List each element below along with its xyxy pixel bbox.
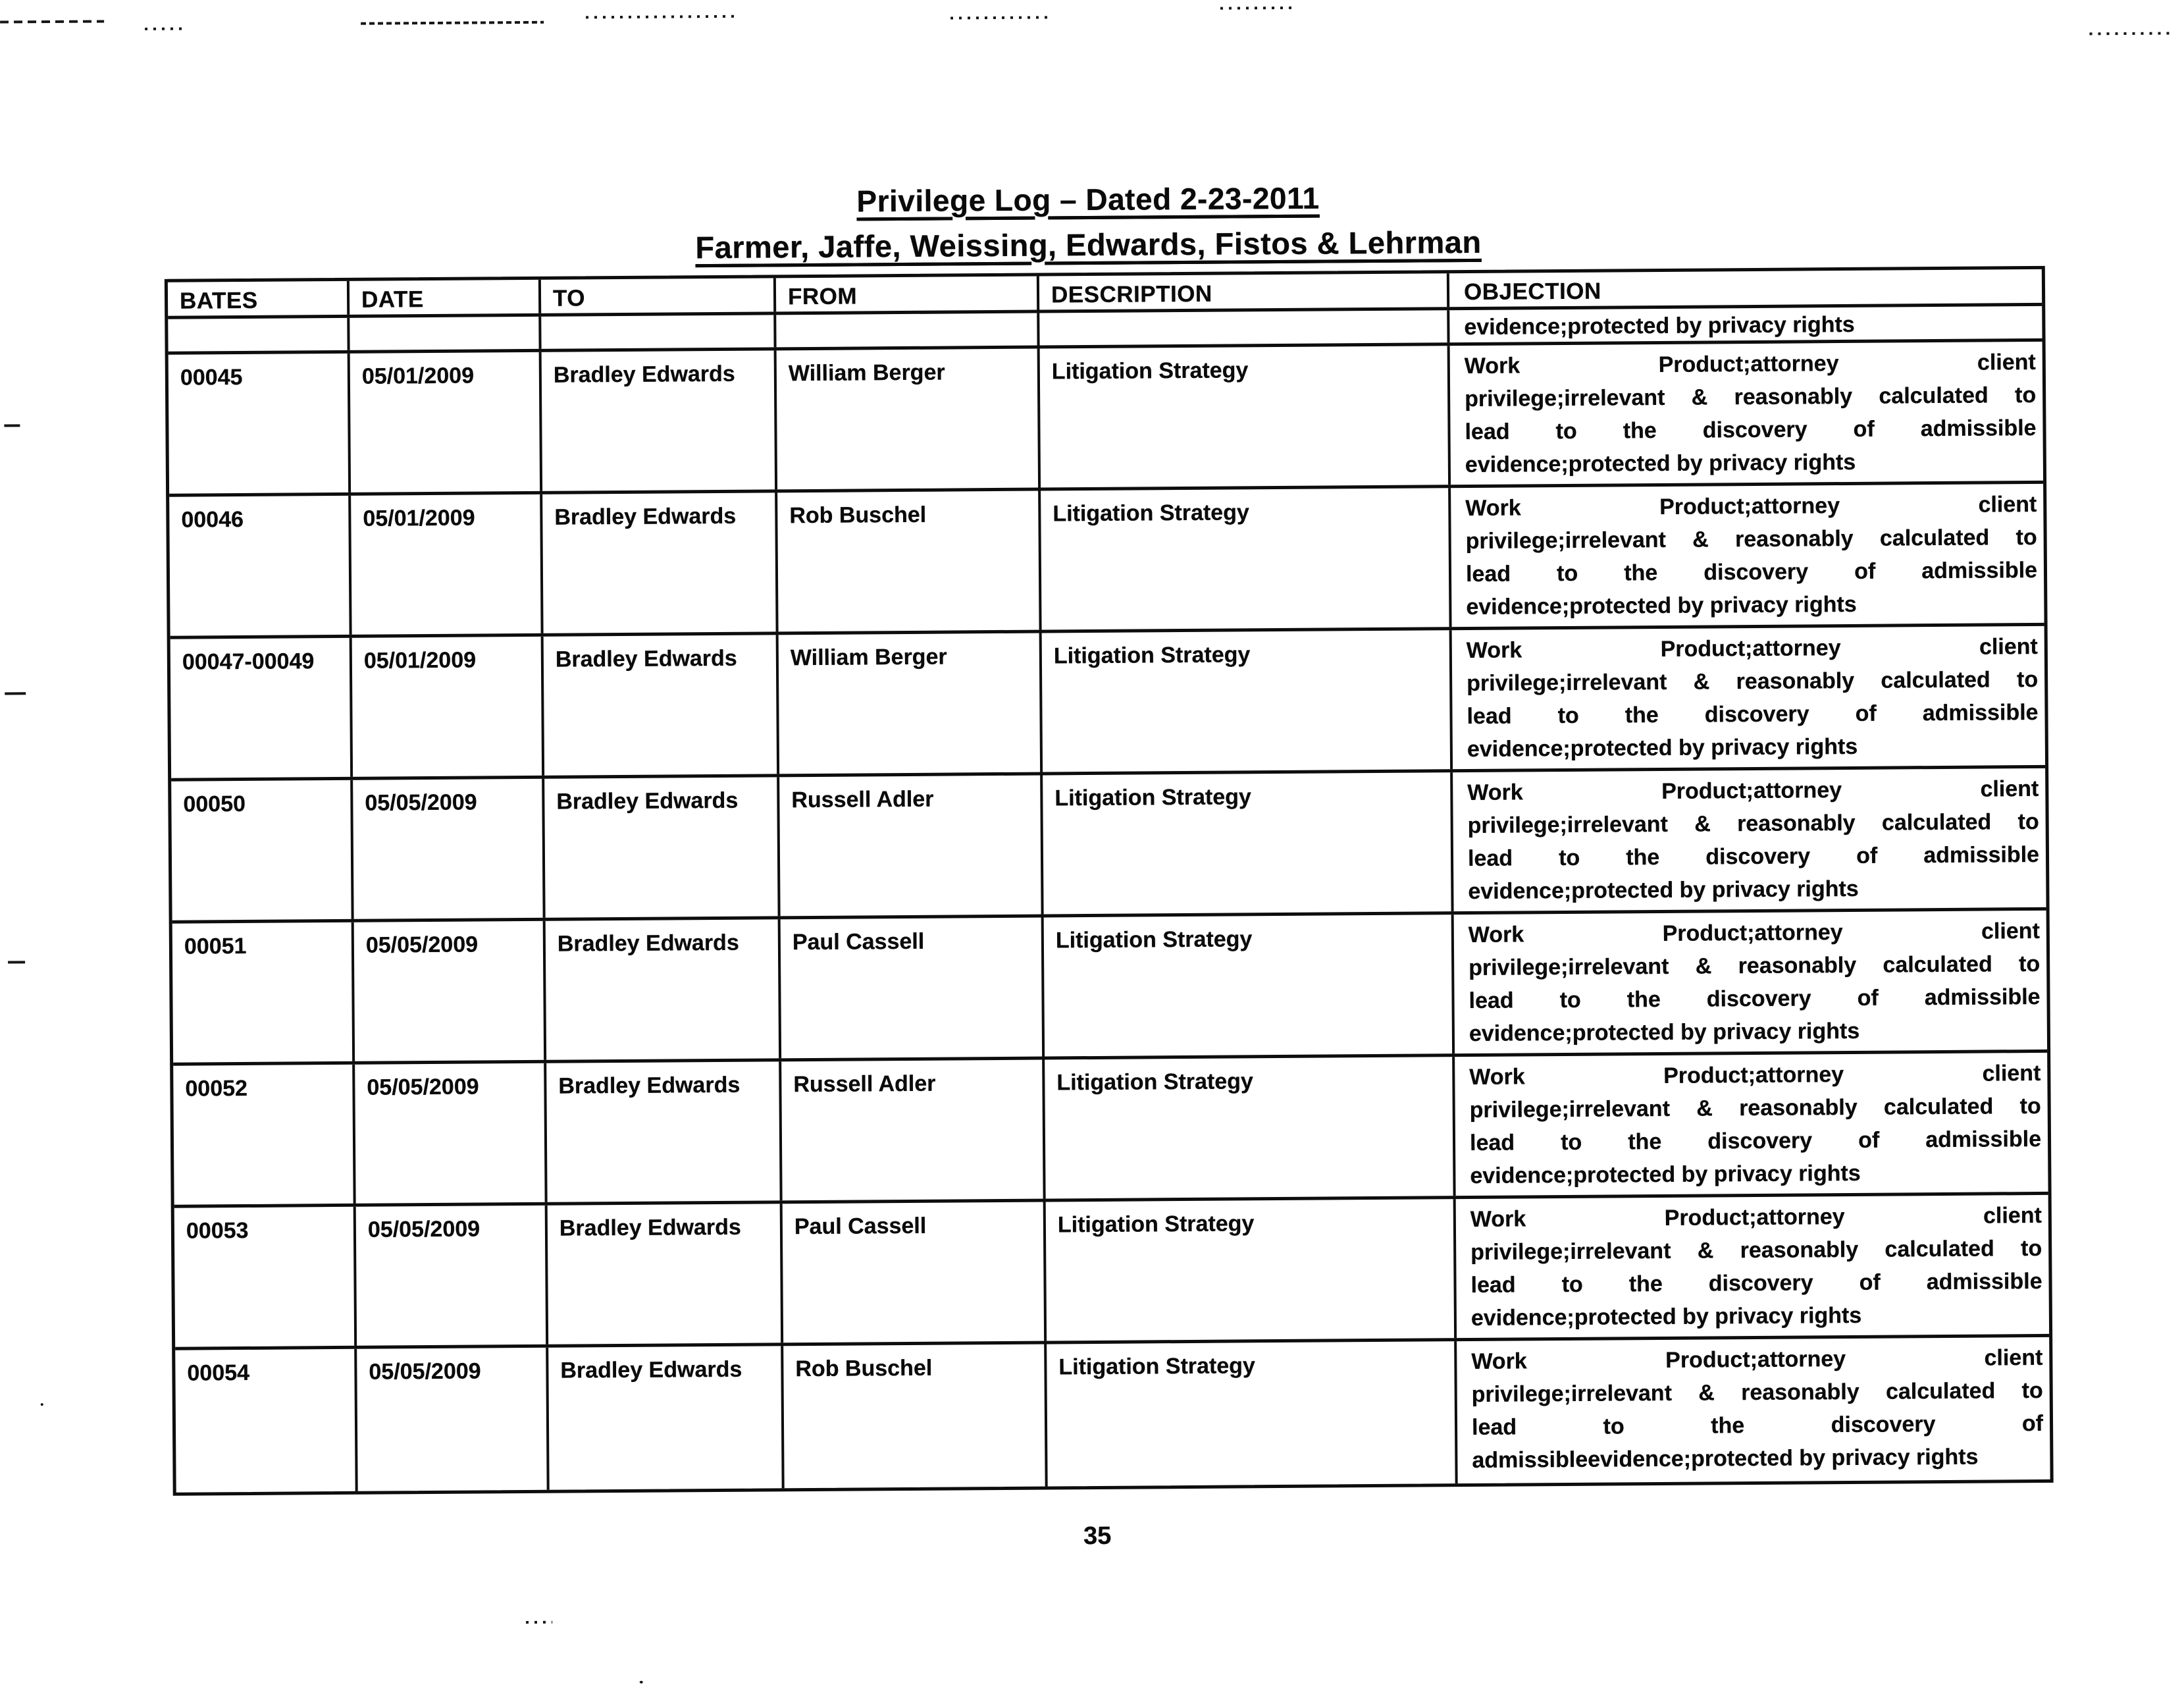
cell-from: Rob Buschel <box>777 491 1041 632</box>
page-subtitle <box>0 219 2181 271</box>
cell-bates: 00046 <box>169 496 351 636</box>
scan-noise-mark <box>5 692 26 695</box>
scan-noise-mark <box>2089 32 2173 36</box>
objection-line: lead to the discovery of admissible <box>1467 841 2040 872</box>
cell-bates <box>168 318 350 352</box>
scan-noise-mark <box>361 21 544 25</box>
objection-line: privilege;irrelevant & reasonably calculated to <box>1467 809 2039 839</box>
objection-line: Work Product;attorney client <box>1468 918 2040 948</box>
cell-date: 05/05/2009 <box>357 1348 550 1491</box>
cell-bates: 00050 <box>171 780 353 920</box>
cell-to: Bradley Edwards <box>548 1204 783 1344</box>
cell-date: 05/01/2009 <box>350 352 542 492</box>
scan-noise <box>0 0 2179 8</box>
objection-line: evidence;protected by privacy rights <box>1464 311 1855 340</box>
objection-line: privilege;irrelevant & reasonably calculated to <box>1467 666 2039 697</box>
cell-to: Bradley Edwards <box>548 1346 784 1489</box>
scan-noise-mark <box>4 424 20 427</box>
scan-noise-mark <box>8 961 25 963</box>
header-to: TO <box>541 278 776 313</box>
objection-line: evidence;protected by privacy rights <box>1470 1302 1862 1331</box>
cell-description <box>1039 310 1449 345</box>
cell-description: Litigation Strategy <box>1041 488 1451 629</box>
cell-from <box>776 313 1039 348</box>
cell-objection <box>1455 1053 2052 1196</box>
table-row <box>175 1337 2050 1493</box>
objection-line: privilege;irrelevant & reasonably calculated to <box>1471 1377 2043 1407</box>
objection-line: privilege;irrelevant & reasonably calculated to <box>1470 1235 2042 1265</box>
objection-line: evidence;protected by privacy rights <box>1466 591 1857 620</box>
objection-line: lead to the discovery of admissible <box>1470 1268 2042 1298</box>
cell-date: 05/05/2009 <box>354 921 546 1061</box>
page-title-text: Privilege Log – Dated 2-23-2011 <box>856 180 1320 219</box>
objection-line: lead to the discovery of admissible <box>1465 415 2037 445</box>
cell-to: Bradley Edwards <box>542 350 777 491</box>
cell-objection <box>1456 1195 2053 1338</box>
objection-line: privilege;irrelevant & reasonably calculated to <box>1469 951 2041 981</box>
objection-line: lead to the discovery of admissible <box>1469 1126 2042 1156</box>
scan-noise-mark <box>41 1403 43 1406</box>
privilege-log-table <box>165 266 2054 1496</box>
cell-bates: 00052 <box>173 1065 355 1205</box>
cell-to: Bradley Edwards <box>544 635 779 775</box>
cell-date: 05/05/2009 <box>355 1063 547 1204</box>
cell-description: Litigation Strategy <box>1047 1341 1457 1486</box>
cell-to: Bradley Edwards <box>546 1061 782 1202</box>
cell-description: Litigation Strategy <box>1046 1199 1457 1341</box>
objection-line: evidence;protected by privacy rights <box>1469 1018 1860 1047</box>
objection-line: Work Product;attorney client <box>1467 776 2039 806</box>
objection-line: evidence;protected by privacy rights <box>1467 733 1858 762</box>
scan-noise-mark <box>1220 7 1291 10</box>
header-from: FROM <box>776 277 1039 312</box>
cell-from: Rob Buschel <box>783 1344 1047 1489</box>
cell-description: Litigation Strategy <box>1044 915 1455 1056</box>
table-row <box>169 342 2043 497</box>
cell-to <box>541 315 776 348</box>
cell-objection <box>1451 484 2048 627</box>
scan-noise-mark <box>0 20 104 23</box>
cell-date: 05/01/2009 <box>352 637 544 777</box>
cell-from: William Berger <box>779 633 1043 774</box>
scan-noise-mark <box>145 28 183 30</box>
cell-to: Bradley Edwards <box>546 919 781 1059</box>
objection-line: lead to the discovery of admissible <box>1465 557 2038 587</box>
cell-from: Paul Cassell <box>781 918 1045 1059</box>
cell-objection <box>1454 911 2051 1053</box>
cell-description: Litigation Strategy <box>1045 1057 1455 1198</box>
cell-bates: 00045 <box>169 354 351 494</box>
cell-bates: 00047-00049 <box>170 638 353 778</box>
page-subtitle-text: Farmer, Jaffe, Weissing, Edwards, Fistos & Lehrman <box>695 224 1482 265</box>
cell-objection <box>1450 342 2047 485</box>
header-description: DESCRIPTION <box>1039 273 1449 309</box>
objection-line: privilege;irrelevant & reasonably calculated to <box>1469 1093 2041 1123</box>
objection-line: Work Product;attorney client <box>1465 491 2037 521</box>
header-objection: OBJECTION <box>1463 278 1601 306</box>
table-row <box>174 1195 2049 1350</box>
table-row <box>170 626 2045 782</box>
cell-objection <box>1449 306 2046 342</box>
objection-line: lead to the discovery of <box>1471 1410 2044 1440</box>
objection-line: Work Product;attorney client <box>1470 1202 2042 1233</box>
cell-date: 05/05/2009 <box>353 779 545 919</box>
table-row <box>169 484 2044 639</box>
cell-objection <box>1457 1337 2054 1483</box>
cell-from: Russell Adler <box>779 776 1043 917</box>
cell-to: Bradley Edwards <box>542 492 778 633</box>
cell-date: 05/01/2009 <box>351 494 543 635</box>
objection-line: lead to the discovery of admissible <box>1467 699 2039 730</box>
objection-line: evidence;protected by privacy rights <box>1470 1160 1861 1189</box>
objection-line: Work Product;attorney client <box>1464 349 2036 379</box>
objection-line: Work Product;attorney client <box>1469 1060 2041 1090</box>
cell-description: Litigation Strategy <box>1042 630 1453 772</box>
objection-line: evidence;protected by privacy rights <box>1465 449 1856 478</box>
objection-line: Work Product;attorney client <box>1471 1344 2043 1374</box>
objection-line: Work Product;attorney client <box>1466 633 2038 664</box>
cell-bates: 00051 <box>172 922 355 1063</box>
objection-line: admissibleevidence;protected by privacy rights <box>1472 1444 1979 1473</box>
header-bates: BATES <box>168 281 350 316</box>
objection-line: evidence;protected by privacy rights <box>1468 876 1859 905</box>
cell-from: William Berger <box>777 349 1041 490</box>
cell-date: 05/05/2009 <box>356 1206 548 1346</box>
cell-bates: 00053 <box>174 1207 357 1347</box>
table-row <box>172 911 2047 1066</box>
cell-description: Litigation Strategy <box>1043 772 1453 914</box>
page-title <box>0 174 2180 225</box>
scan-noise-mark <box>526 1621 552 1624</box>
objection-line: privilege;irrelevant & reasonably calculated to <box>1465 382 2037 412</box>
objection-line: lead to the discovery of admissible <box>1469 984 2041 1014</box>
cell-from: Paul Cassell <box>783 1202 1047 1343</box>
scan-noise-mark <box>640 1681 643 1684</box>
table-row <box>173 1053 2048 1208</box>
table-row <box>171 768 2046 924</box>
cell-date <box>350 317 541 350</box>
page-number: 35 <box>1083 1522 1112 1551</box>
cell-to: Bradley Edwards <box>544 777 780 917</box>
cell-bates: 00054 <box>175 1349 358 1493</box>
cell-description: Litigation Strategy <box>1040 346 1451 487</box>
cell-objection <box>1452 626 2049 769</box>
cell-from: Russell Adler <box>781 1060 1045 1201</box>
scan-noise-mark <box>950 16 1049 19</box>
cell-objection <box>1453 768 2050 911</box>
header-date: DATE <box>350 280 541 315</box>
scan-noise-mark <box>586 15 739 19</box>
objection-line: privilege;irrelevant & reasonably calculated to <box>1465 524 2037 554</box>
